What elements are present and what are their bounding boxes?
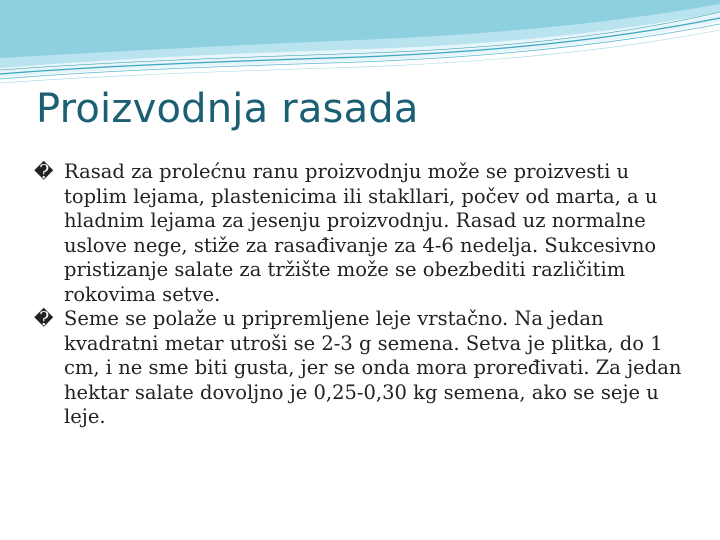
header-wave-decoration <box>0 0 720 90</box>
bullet-item <box>34 160 690 307</box>
slide-content <box>34 160 690 430</box>
bullet-text: Seme se polaže u pripremljene leje vrstačno. Na jedan kvadratni metar utroši se 2-3 g semena. Setva je plitka, do 1 cm, i ne sme biti gusta, jer se onda mora proređivati. Za jedan hektar salate dovoljno je 0,25-0,30 kg semena, ako se seje u leje. <box>64 307 682 428</box>
slide-title: Proizvodnja rasada <box>36 86 419 132</box>
bullet-text: Rasad za prolećnu ranu proizvodnju može se proizvesti u toplim lejama, plastenicima ili stakllari, počev od marta, a u hladnim lejama za jesenju proizvodnju. Rasad uz normalne uslove nege, stiže za rasađivanje za 4-6 nedelja. Sukcesivno pristizanje salate za tržište može se obezbediti različitim rokovima setve. <box>64 160 658 306</box>
bullet-item <box>34 307 690 430</box>
bullet-marker-icon: � <box>34 161 54 183</box>
bullet-marker-icon: � <box>34 308 54 330</box>
